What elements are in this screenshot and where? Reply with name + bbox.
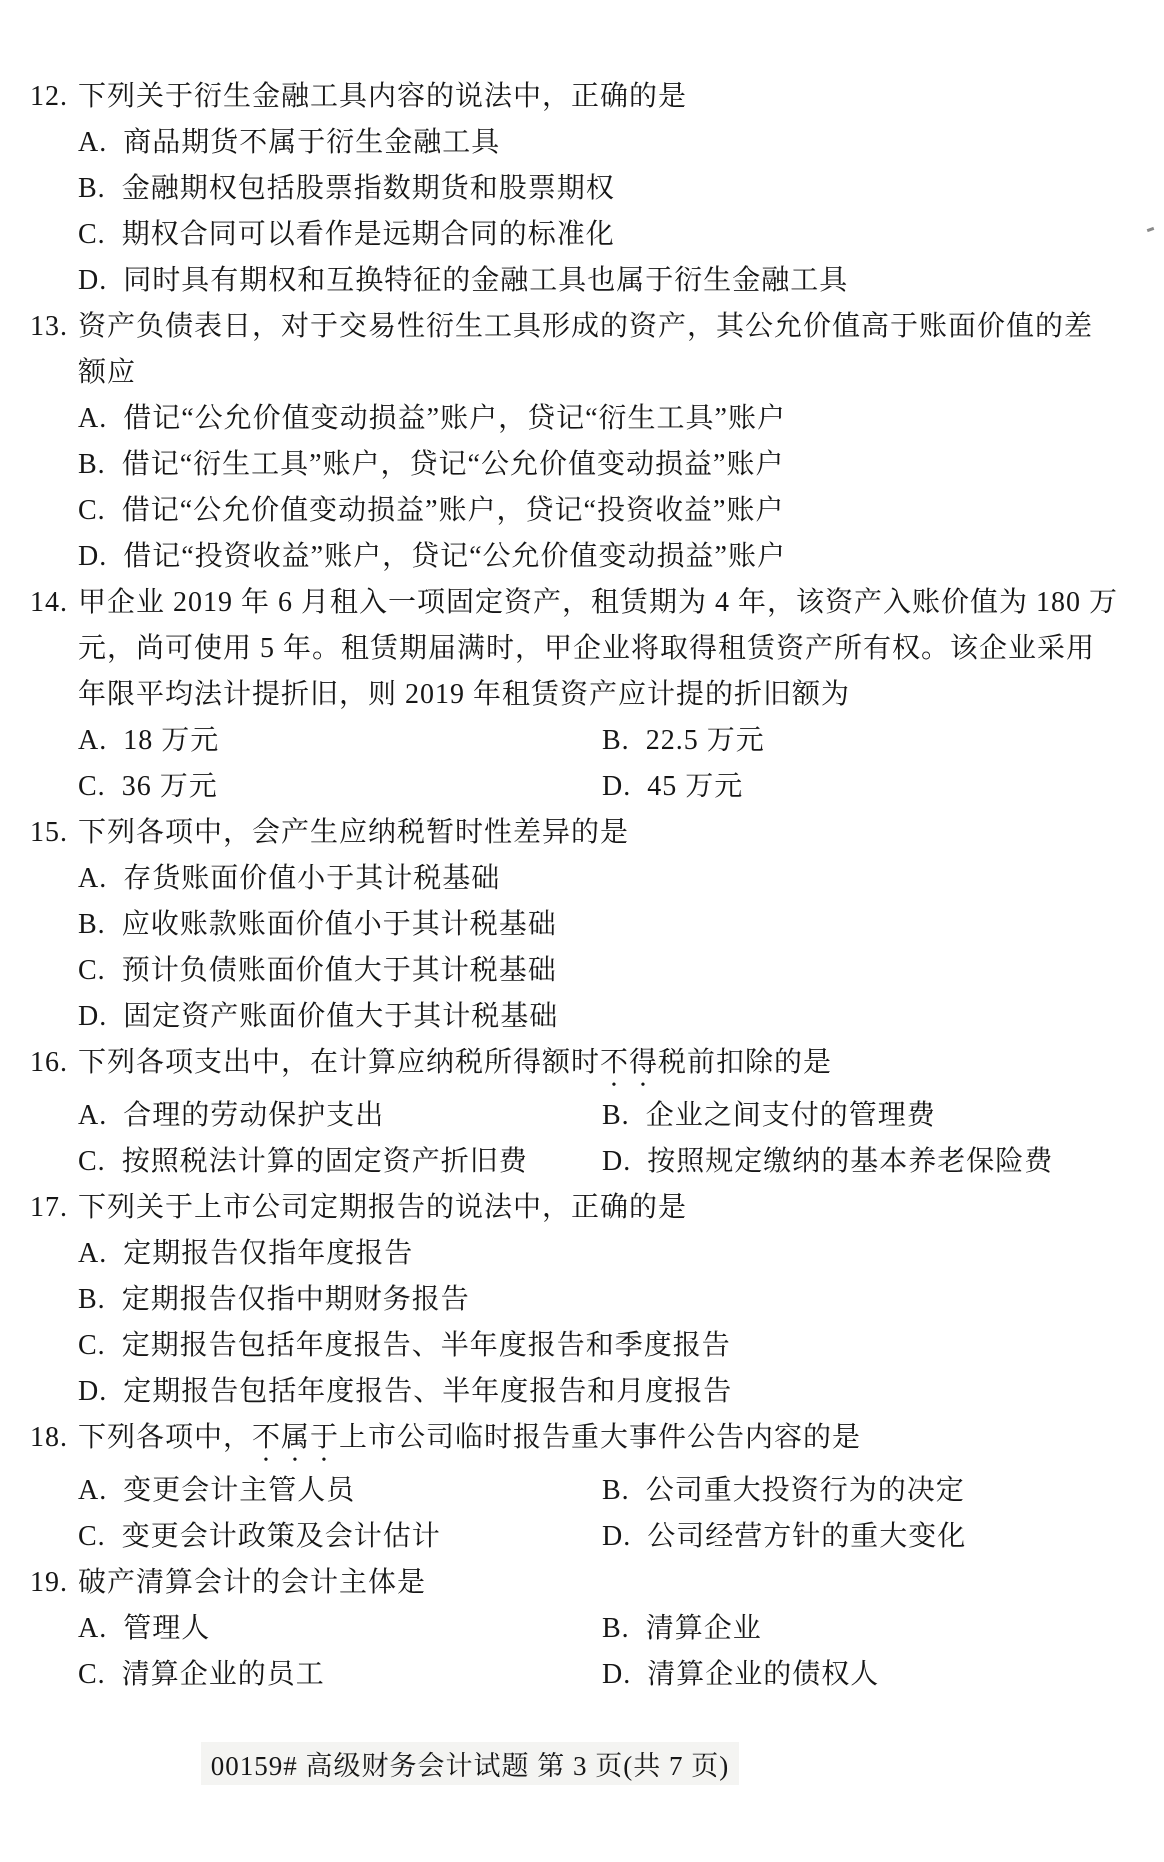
page-footer — [0, 1742, 940, 1785]
option-label: A. — [78, 1238, 108, 1269]
option-15-C — [78, 948, 1118, 994]
option-text: 定期报告仅指中期财务报告 — [121, 1284, 470, 1315]
option-12-D — [78, 258, 1118, 304]
option-16-A — [78, 1093, 602, 1139]
option-text: 借记“衍生工具”账户，贷记“公允价值变动损益”账户 — [121, 449, 785, 480]
question-18-number: 18. — [30, 1422, 68, 1453]
question-19-body — [78, 1560, 1118, 1698]
option-17-D — [78, 1369, 1118, 1415]
option-text: 公司经营方针的重大变化 — [647, 1521, 967, 1552]
option-label: B. — [602, 1613, 630, 1644]
option-label: A. — [78, 1100, 108, 1131]
option-label: A. — [78, 127, 108, 158]
option-text: 借记“公允价值变动损益”账户，贷记“投资收益”账户 — [121, 495, 785, 526]
question-19-number: 19. — [30, 1567, 68, 1598]
option-label: C. — [78, 955, 106, 986]
option-text: 定期报告仅指年度报告 — [123, 1238, 414, 1269]
option-label: D. — [78, 1001, 108, 1032]
option-label: B. — [602, 1100, 630, 1131]
question-12-options — [78, 120, 1118, 304]
question-13-number: 13. — [30, 311, 68, 342]
option-19-A — [78, 1606, 602, 1652]
question-17-number: 17. — [30, 1192, 68, 1223]
option-label: C. — [78, 219, 106, 250]
option-label: A. — [78, 863, 108, 894]
option-17-B — [78, 1277, 1118, 1323]
question-18 — [30, 1415, 1154, 1560]
stem-text: 下列各项中，会产生应纳税暂时性差异的是 — [78, 817, 630, 848]
option-label: D. — [78, 265, 108, 296]
option-18-A — [78, 1468, 602, 1514]
stem-text: 税前扣除的是 — [658, 1047, 833, 1078]
option-label: D. — [602, 1146, 632, 1177]
option-14-C — [78, 764, 602, 810]
option-text: 公司重大投资行为的决定 — [645, 1475, 965, 1506]
option-text: 应收账款账面价值小于其计税基础 — [121, 909, 557, 940]
option-label: B. — [78, 173, 106, 204]
question-16-number: 16. — [30, 1047, 68, 1078]
option-label: A. — [78, 725, 108, 756]
option-19-B — [602, 1606, 1118, 1652]
option-text: 金融期权包括股票指数期货和股票期权 — [121, 173, 615, 204]
option-12-A — [78, 120, 1118, 166]
option-label: A. — [78, 1475, 108, 1506]
option-label: C. — [78, 495, 106, 526]
question-14-number: 14. — [30, 587, 68, 618]
option-text: 商品期货不属于衍生金融工具 — [123, 127, 501, 158]
question-13-body — [78, 304, 1118, 580]
option-text: 借记“投资收益”账户，贷记“公允价值变动损益”账户 — [123, 541, 786, 572]
option-label: C. — [78, 1146, 106, 1177]
option-text: 期权合同可以看作是远期合同的标准化 — [121, 219, 615, 250]
stem-text: 资产负债表日，对于交易性衍生工具形成的资产，其公允价值高于账面价值的差额应 — [78, 311, 1094, 388]
option-label: C. — [78, 1330, 106, 1361]
option-label: D. — [602, 1659, 632, 1690]
question-15-body — [78, 810, 1118, 1040]
question-15-options — [78, 856, 1118, 1040]
option-text: 清算企业的债权人 — [647, 1659, 880, 1690]
option-17-A — [78, 1231, 1118, 1277]
option-19-D — [602, 1652, 1118, 1698]
stem-text: 破产清算会计的会计主体是 — [78, 1567, 427, 1598]
question-19-options — [78, 1606, 1118, 1698]
question-15-stem — [78, 810, 1118, 856]
option-label: A. — [78, 403, 108, 434]
stem-text: 下列关于衍生金融工具内容的说法中，正确的是 — [78, 81, 688, 112]
question-16-stem — [78, 1040, 1118, 1093]
option-18-C — [78, 1514, 602, 1560]
question-18-body — [78, 1415, 1118, 1560]
option-12-C — [78, 212, 1118, 258]
option-text: 清算企业的员工 — [121, 1659, 325, 1690]
option-text: 合理的劳动保护支出 — [123, 1100, 385, 1131]
option-13-A — [78, 396, 1118, 442]
option-text: 变更会计政策及会计估计 — [121, 1521, 441, 1552]
option-text: 定期报告包括年度报告、半年度报告和季度报告 — [121, 1330, 731, 1361]
option-text: 36 万元 — [121, 771, 218, 802]
question-13-options — [78, 396, 1118, 580]
question-15-number: 15. — [30, 817, 68, 848]
question-14 — [30, 580, 1154, 810]
stem-emphasis: 不得 — [600, 1047, 659, 1078]
option-label: D. — [78, 1376, 108, 1407]
question-15 — [30, 810, 1154, 1040]
question-17-body — [78, 1185, 1118, 1415]
option-12-B — [78, 166, 1118, 212]
question-16-options — [78, 1093, 1118, 1185]
option-text: 管理人 — [123, 1613, 211, 1644]
option-text: 存货账面价值小于其计税基础 — [123, 863, 501, 894]
option-16-D — [602, 1139, 1118, 1185]
stem-text: 上市公司临时报告重大事件公告内容的是 — [339, 1422, 862, 1453]
option-14-B — [602, 718, 1118, 764]
question-19-stem — [78, 1560, 1118, 1606]
option-13-D — [78, 534, 1118, 580]
stem-text: 下列关于上市公司定期报告的说法中，正确的是 — [78, 1192, 688, 1223]
option-text: 45 万元 — [647, 771, 744, 802]
option-16-B — [602, 1093, 1118, 1139]
stem-text: 下列各项中， — [78, 1422, 253, 1453]
question-12-stem — [78, 74, 1118, 120]
option-text: 同时具有期权和互换特征的金融工具也属于衍生金融工具 — [123, 265, 849, 296]
option-17-C — [78, 1323, 1118, 1369]
option-13-C — [78, 488, 1118, 534]
question-16 — [30, 1040, 1154, 1185]
question-14-stem — [78, 580, 1118, 718]
question-16-body — [78, 1040, 1118, 1185]
option-label: D. — [602, 1521, 632, 1552]
question-12-number: 12. — [30, 81, 68, 112]
option-14-A — [78, 718, 602, 764]
question-12-body — [78, 74, 1118, 304]
option-text: 按照规定缴纳的基本养老保险费 — [647, 1146, 1054, 1177]
page-footer-text: 00159# 高级财务会计试题 第 3 页(共 7 页) — [201, 1742, 739, 1785]
option-text: 清算企业 — [645, 1613, 762, 1644]
question-19 — [30, 1560, 1154, 1698]
option-label: C. — [78, 771, 106, 802]
option-15-A — [78, 856, 1118, 902]
option-18-D — [602, 1514, 1118, 1560]
option-text: 18 万元 — [123, 725, 220, 756]
option-15-D — [78, 994, 1118, 1040]
option-label: D. — [78, 541, 108, 572]
option-text: 按照税法计算的固定资产折旧费 — [121, 1146, 528, 1177]
question-18-options — [78, 1468, 1118, 1560]
question-14-options — [78, 718, 1118, 810]
stem-emphasis: 不属于 — [252, 1422, 340, 1453]
option-text: 固定资产账面价值大于其计税基础 — [123, 1001, 559, 1032]
option-label: D. — [602, 771, 632, 802]
question-12 — [30, 74, 1154, 304]
option-16-C — [78, 1139, 602, 1185]
option-label: B. — [602, 1475, 630, 1506]
option-text: 预计负债账面价值大于其计税基础 — [121, 955, 557, 986]
option-label: C. — [78, 1659, 106, 1690]
option-18-B — [602, 1468, 1118, 1514]
question-18-stem — [78, 1415, 1118, 1468]
option-label: B. — [78, 449, 106, 480]
option-15-B — [78, 902, 1118, 948]
question-17 — [30, 1185, 1154, 1415]
option-text: 22.5 万元 — [645, 725, 765, 756]
option-19-C — [78, 1652, 602, 1698]
option-text: 定期报告包括年度报告、半年度报告和月度报告 — [123, 1376, 733, 1407]
question-17-options — [78, 1231, 1118, 1415]
question-13-stem — [78, 304, 1108, 396]
option-text: 借记“公允价值变动损益”账户，贷记“衍生工具”账户 — [123, 403, 786, 434]
option-label: B. — [602, 725, 630, 756]
option-label: A. — [78, 1613, 108, 1644]
question-17-stem — [78, 1185, 1118, 1231]
option-14-D — [602, 764, 1118, 810]
option-text: 企业之间支付的管理费 — [645, 1100, 936, 1131]
option-label: C. — [78, 1521, 106, 1552]
option-label: B. — [78, 1284, 106, 1315]
question-14-body — [78, 580, 1118, 810]
option-13-B — [78, 442, 1118, 488]
question-13 — [30, 304, 1154, 580]
option-text: 变更会计主管人员 — [123, 1475, 356, 1506]
option-label: B. — [78, 909, 106, 940]
stem-text: 下列各项支出中，在计算应纳税所得额时 — [78, 1047, 601, 1078]
stem-text: 甲企业 2019 年 6 月租入一项固定资产，租赁期为 4 年，该资产入账价值为 180 万元，尚可使用 5 年。租赁期届满时，甲企业将取得租赁资产所有权。该企业采用年限平均法计提折旧，则 2019 年租赁资产应计提的折旧额为 — [78, 587, 1119, 710]
